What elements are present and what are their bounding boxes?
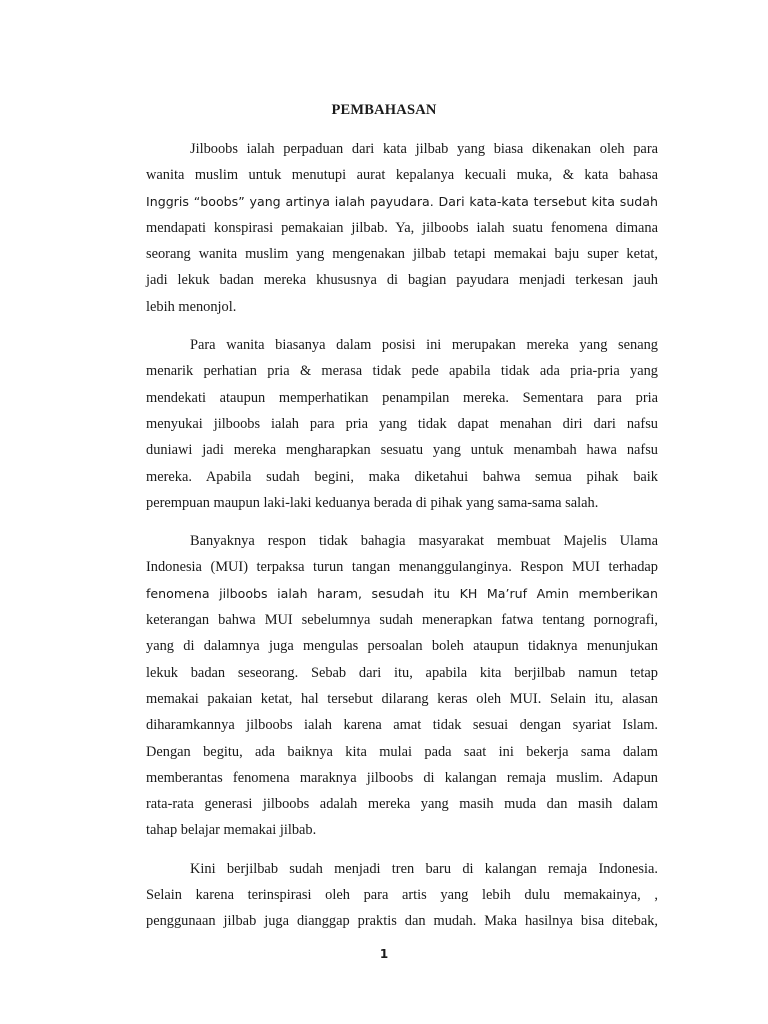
- text-line: mereka. Apabila sudah begini, maka diketahui bahwa semua pihak baik: [146, 468, 658, 485]
- text-line: tahap belajar memakai jilbab.: [146, 822, 317, 839]
- text-line: Banyaknya respon tidak bahagia masyarakat membuat Majelis Ulama: [190, 533, 658, 550]
- text-line: wanita muslim untuk menutupi aurat kepalanya kecuali muka, & kata bahasa: [146, 167, 658, 184]
- text-line: Kini berjilbab sudah menjadi tren baru di kalangan remaja Indonesia.: [190, 860, 658, 877]
- paragraph-3: [146, 528, 658, 844]
- text-line: Dengan begitu, ada baiknya kita mulai pada saat ini bekerja sama dalam: [146, 743, 658, 760]
- page-title: PEMBAHASAN: [331, 102, 437, 118]
- text-line: Indonesia (MUI) terpaksa turun tangan menanggulanginya. Respon MUI terhadap: [146, 559, 658, 576]
- text-line: yang di dalamnya juga mengulas persoalan boleh ataupun tidaknya menunjukan: [146, 638, 658, 655]
- text-line: Selain karena terinspirasi oleh para artis yang lebih dulu memakainya, ,: [146, 887, 658, 904]
- text-line: mendapati konspirasi pemakaian jilbab. Ya, jilboobs ialah suatu fenomena dimana: [146, 219, 658, 236]
- text-line: perempuan maupun laki-laki keduanya berada di pihak yang sama-sama salah.: [146, 494, 599, 511]
- text-line: menyukai jilboobs ialah para pria yang tidak dapat menahan diri dari nafsu: [146, 415, 658, 432]
- text-line: lekuk badan seseorang. Sebab dari itu, apabila kita berjilbab namun tetap: [146, 664, 658, 681]
- text-line: memakai pakaian ketat, hal tersebut dilarang keras oleh MUI. Selain itu, alasan: [146, 690, 658, 707]
- text-line: diharamkannya jilboobs ialah karena amat tidak sesuai dengan syariat Islam.: [146, 717, 658, 734]
- text-line: jadi lekuk badan mereka khususnya di bagian payudara menjadi terkesan jauh: [146, 272, 658, 289]
- text-line: rata-rata generasi jilboobs adalah mereka yang masih muda dan masih dalam: [146, 796, 658, 813]
- paragraph-4: [146, 856, 658, 935]
- text-line: penggunaan jilbab juga dianggap praktis dan mudah. Maka hasilnya bisa ditebak,: [146, 913, 658, 930]
- text-line: mendekati ataupun memperhatikan penampilan mereka. Sementara para pria: [146, 389, 658, 406]
- text-line: menarik perhatian pria & merasa tidak pede apabila tidak ada pria-pria yang: [146, 363, 658, 380]
- paragraph-2: [146, 332, 658, 516]
- text-line: fenomena jilboobs ialah haram, sesudah itu KH Ma’ruf Amin memberikan: [146, 585, 658, 601]
- page-number: 1: [379, 947, 389, 961]
- text-line: duniawi jadi mereka mengharapkan sesuatu yang untuk menambah hawa nafsu: [146, 442, 658, 459]
- document-body: [146, 136, 658, 947]
- text-line: Para wanita biasanya dalam posisi ini merupakan mereka yang senang: [190, 337, 658, 354]
- text-line: Jilboobs ialah perpaduan dari kata jilbab yang biasa dikenakan oleh para: [190, 141, 658, 157]
- text-line: Inggris “boobs” yang artinya ialah payudara. Dari kata-kata tersebut kita sudah: [146, 193, 658, 209]
- text-line: seorang wanita muslim yang mengenakan jilbab tetapi memakai baju super ketat,: [146, 246, 658, 263]
- text-line: memberantas fenomena maraknya jilboobs di kalangan remaja muslim. Adapun: [146, 769, 658, 786]
- text-line: lebih menonjol.: [146, 298, 237, 315]
- text-line: keterangan bahwa MUI sebelumnya sudah menerapkan fatwa tentang pornografi,: [146, 612, 658, 629]
- paragraph-1: [146, 136, 658, 320]
